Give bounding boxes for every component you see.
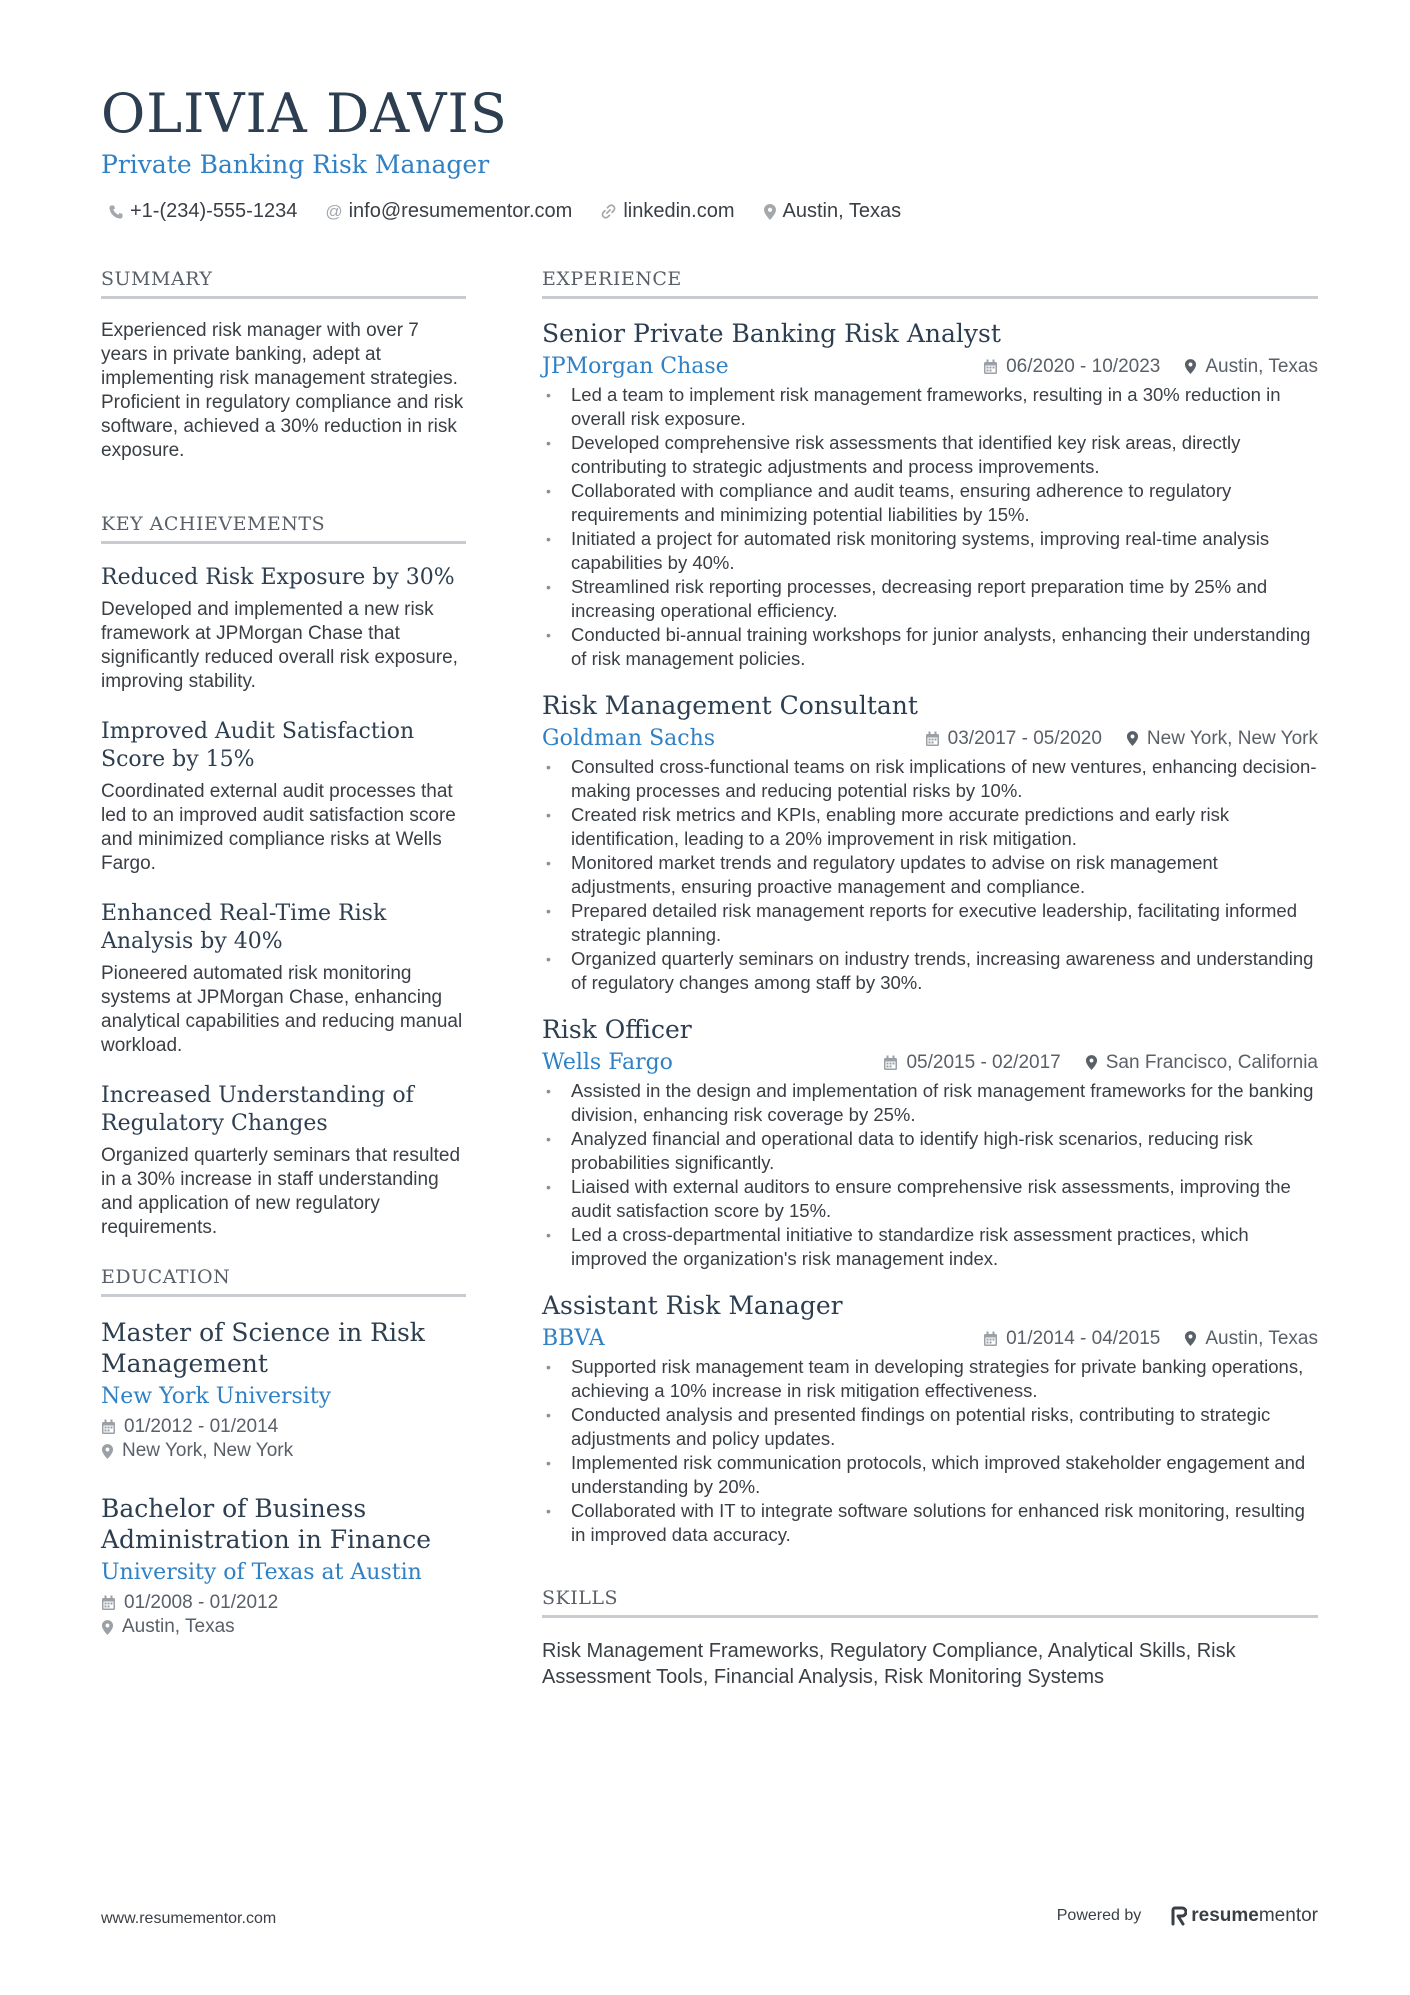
- job-meta: [983, 1328, 1318, 1350]
- job-location-text: San Francisco, California: [1105, 1051, 1318, 1073]
- achievement-title: Reduced Risk Exposure by 30%: [101, 565, 455, 590]
- map-pin-icon: [763, 203, 777, 221]
- job-company: Wells Fargo: [542, 1050, 673, 1075]
- education-dates-text: 01/2012 - 01/2014: [124, 1416, 279, 1437]
- map-pin-icon: [1184, 1330, 1197, 1347]
- map-pin-icon: [101, 1443, 114, 1460]
- bullet-item: • Collaborated with IT to integrate software solutions for enhanced risk monitoring, resulting in improved data accuracy.: [542, 1499, 1318, 1547]
- calendar-icon: [983, 1331, 998, 1347]
- job-meta-row: [542, 726, 1318, 751]
- bullet-item: • Collaborated with compliance and audit teams, ensuring adherence to regulatory requirements and minimizing potential liabilities by 15%.: [542, 479, 1318, 527]
- summary-section: [101, 268, 466, 463]
- education-degree: Bachelor of Business Administration in Finance: [101, 1494, 432, 1554]
- job-entry: [542, 319, 1318, 671]
- job-location: [1184, 1328, 1318, 1350]
- email-text: info@resumementor.com: [348, 200, 573, 222]
- bullet-item: • Conducted analysis and presented findings on potential risks, contributing to strategic adjustments and policy updates.: [542, 1403, 1318, 1451]
- job-entry: [542, 691, 1318, 995]
- powered-by-text: Powered by: [1056, 1907, 1142, 1924]
- contact-linkedin[interactable]: [600, 200, 734, 223]
- bullet-item: • Developed comprehensive risk assessments that identified key risk areas, directly contributing to strategic adjustments and process improvements.: [542, 431, 1318, 479]
- bullet-item: • Streamlined risk reporting processes, decreasing report preparation time by 25% and increasing operational efficiency.: [542, 575, 1318, 623]
- bullet-item: • Led a cross-departmental initiative to standardize risk assessment practices, which improved the organization's risk management index.: [542, 1223, 1318, 1271]
- achievements-section: [101, 513, 466, 1240]
- job-meta: [925, 728, 1318, 750]
- education-dates: [101, 1591, 466, 1615]
- right-column: [542, 268, 1318, 1690]
- job-location-text: Austin, Texas: [1205, 355, 1318, 377]
- link-icon: [600, 203, 617, 220]
- phone-icon: [108, 204, 124, 220]
- brand-thin: mentor: [1258, 1905, 1318, 1926]
- location-text: Austin, Texas: [782, 200, 902, 222]
- experience-heading: EXPERIENCE: [542, 268, 1318, 299]
- calendar-icon: [101, 1595, 116, 1611]
- job-meta-row: [542, 354, 1318, 379]
- bullet-item: • Led a team to implement risk management frameworks, resulting in a 30% reduction in overall risk exposure.: [542, 383, 1318, 431]
- achievement-item: [101, 1082, 466, 1240]
- job-title: Risk Management Consultant: [542, 691, 918, 720]
- bullet-item: • Prepared detailed risk management reports for executive leadership, facilitating informed strategic planning.: [542, 899, 1318, 947]
- bullet-item: • Analyzed financial and operational data to identify high-risk scenarios, reducing risk probabilities significantly.: [542, 1127, 1318, 1175]
- summary-text: Experienced risk manager with over 7 years in private banking, adept at implementing risk management strategies. Proficient in regulatory compliance and risk software, achieved a 30% reduction in risk exposure.: [101, 320, 464, 461]
- job-title: Risk Officer: [542, 1015, 692, 1044]
- bullet-item: • Monitored market trends and regulatory updates to advise on risk management adjustments, ensuring proactive management and compliance.: [542, 851, 1318, 899]
- candidate-name: OLIVIA DAVIS: [101, 82, 508, 145]
- calendar-icon: [101, 1419, 116, 1435]
- bullet-item: • Created risk metrics and KPIs, enabling more accurate predictions and early risk identification, leading to a 20% improvement in risk mitigation.: [542, 803, 1318, 851]
- achievement-desc: Coordinated external audit processes that led to an improved audit satisfaction score and minimized compliance risks at Wells Fargo.: [101, 781, 456, 874]
- achievements-heading: KEY ACHIEVEMENTS: [101, 513, 466, 544]
- map-pin-icon: [1126, 730, 1139, 747]
- achievement-desc: Pioneered automated risk monitoring systems at JPMorgan Chase, enhancing analytical capabilities and reducing manual workload.: [101, 963, 463, 1056]
- bullet-item: • Consulted cross-functional teams on risk implications of new ventures, enhancing decision-making processes and reducing potential risks by 10%.: [542, 755, 1318, 803]
- job-meta-row: [542, 1050, 1318, 1075]
- map-pin-icon: [101, 1619, 114, 1636]
- job-dates-text: 01/2014 - 04/2015: [1006, 1327, 1161, 1349]
- education-item: [101, 1493, 466, 1639]
- job-dates-text: 05/2015 - 02/2017: [906, 1051, 1061, 1073]
- achievement-item: [101, 718, 466, 876]
- contact-email[interactable]: [325, 200, 572, 223]
- contact-phone[interactable]: [108, 200, 297, 223]
- job-bullets: [542, 1355, 1318, 1547]
- achievement-item: [101, 900, 466, 1058]
- footer-brand: [1057, 1905, 1318, 1927]
- linkedin-text: linkedin.com: [623, 200, 735, 222]
- education-heading: EDUCATION: [101, 1266, 466, 1297]
- job-location: [1126, 728, 1318, 750]
- bullet-item: • Conducted bi-annual training workshops for junior analysts, enhancing their understanding of risk management policies.: [542, 623, 1318, 671]
- job-dates: [883, 1052, 1060, 1074]
- job-dates: [983, 1328, 1160, 1350]
- education-location-text: Austin, Texas: [122, 1616, 235, 1637]
- bullet-item: • Assisted in the design and implementation of risk management frameworks for the banking division, enhancing risk coverage by 25%.: [542, 1079, 1318, 1127]
- calendar-icon: [925, 731, 940, 747]
- achievement-desc: Developed and implemented a new risk framework at JPMorgan Chase that significantly reduced overall risk exposure, improving stability.: [101, 599, 458, 692]
- job-entry: [542, 1291, 1318, 1547]
- skills-text: Risk Management Frameworks, Regulatory Compliance, Analytical Skills, Risk Assessment Tools, Financial Analysis, Risk Monitoring Systems: [542, 1640, 1236, 1688]
- bullet-item: • Initiated a project for automated risk monitoring systems, improving real-time analysis capabilities by 40%.: [542, 527, 1318, 575]
- phone-text: +1-(234)-555-1234: [130, 200, 298, 222]
- achievement-item: [101, 564, 466, 694]
- bullet-item: • Implemented risk communication protocols, which improved stakeholder engagement and understanding by 20%.: [542, 1451, 1318, 1499]
- calendar-icon: [983, 359, 998, 375]
- education-section: [101, 1266, 466, 1639]
- job-bullets: [542, 1079, 1318, 1271]
- job-meta: [983, 356, 1318, 378]
- contact-location: [763, 200, 902, 223]
- summary-heading: SUMMARY: [101, 268, 466, 299]
- map-pin-icon: [1085, 1054, 1098, 1071]
- education-school: University of Texas at Austin: [101, 1560, 422, 1585]
- map-pin-icon: [1184, 358, 1197, 375]
- job-company: JPMorgan Chase: [542, 354, 729, 379]
- footer-website[interactable]: www.resumementor.com: [101, 1910, 277, 1927]
- achievement-title: Increased Understanding of Regulatory Changes: [101, 1083, 414, 1136]
- job-title: Assistant Risk Manager: [542, 1291, 843, 1320]
- education-school: New York University: [101, 1384, 332, 1409]
- job-meta-row: [542, 1326, 1318, 1351]
- job-title: Senior Private Banking Risk Analyst: [542, 319, 1001, 348]
- resumementor-logo-icon: [1171, 1906, 1187, 1926]
- job-dates: [925, 728, 1102, 750]
- job-company: BBVA: [542, 1326, 605, 1351]
- education-degree: Master of Science in Risk Management: [101, 1318, 425, 1378]
- job-bullets: [542, 755, 1318, 995]
- calendar-icon: [883, 1055, 898, 1071]
- job-entry: [542, 1015, 1318, 1271]
- education-item: [101, 1317, 466, 1463]
- bullet-item: • Supported risk management team in developing strategies for private banking operations, achieving a 10% increase in risk mitigation effectiveness.: [542, 1355, 1318, 1403]
- education-dates: [101, 1415, 466, 1439]
- bullet-item: • Organized quarterly seminars on industry trends, increasing awareness and understanding of regulatory changes among staff by 30%.: [542, 947, 1318, 995]
- job-bullets: [542, 383, 1318, 671]
- job-location: [1184, 356, 1318, 378]
- skills-heading: SKILLS: [542, 1587, 1318, 1618]
- job-dates-text: 06/2020 - 10/2023: [1006, 355, 1161, 377]
- resumementor-logo[interactable]: [1171, 1905, 1318, 1927]
- skills-section: [542, 1587, 1318, 1690]
- job-location-text: Austin, Texas: [1205, 1327, 1318, 1349]
- education-location-text: New York, New York: [122, 1440, 294, 1461]
- achievement-desc: Organized quarterly seminars that resulted in a 30% increase in staff understanding and application of new regulatory requirements.: [101, 1145, 461, 1238]
- job-location: [1085, 1052, 1318, 1074]
- education-location: [101, 1615, 466, 1639]
- candidate-role: Private Banking Risk Manager: [101, 150, 490, 179]
- education-dates-text: 01/2008 - 01/2012: [124, 1592, 279, 1613]
- brand-bold: resume: [1191, 1905, 1259, 1926]
- job-meta: [883, 1052, 1318, 1074]
- job-dates: [983, 356, 1160, 378]
- at-sign-icon: @: [325, 201, 343, 221]
- achievement-title: Improved Audit Satisfaction Score by 15%: [101, 719, 415, 772]
- education-location: [101, 1439, 466, 1463]
- achievement-title: Enhanced Real-Time Risk Analysis by 40%: [101, 901, 387, 954]
- bullet-item: • Liaised with external auditors to ensure comprehensive risk assessments, improving the audit satisfaction score by 15%.: [542, 1175, 1318, 1223]
- job-location-text: New York, New York: [1146, 727, 1318, 749]
- job-dates-text: 03/2017 - 05/2020: [947, 727, 1102, 749]
- left-column: [101, 268, 466, 1659]
- contact-bar: [108, 200, 901, 223]
- job-company: Goldman Sachs: [542, 726, 716, 751]
- experience-section: [542, 268, 1318, 1547]
